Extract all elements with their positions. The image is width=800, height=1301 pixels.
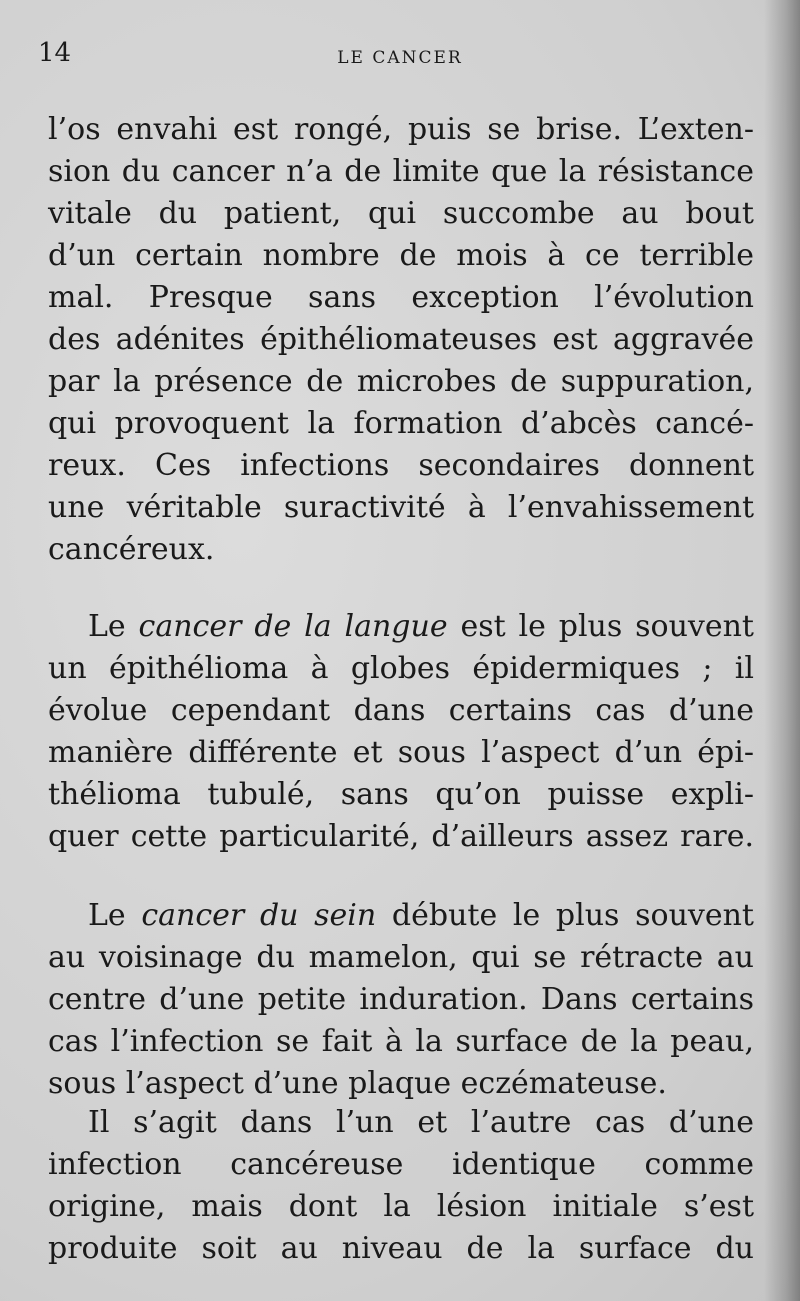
paragraph-first-line — [88, 895, 754, 937]
text-line: d’un certain nombre de mois à ce terrible — [48, 238, 754, 273]
text-line: origine, mais dont la lésion initiale s’est — [48, 1189, 754, 1224]
italic-term: cancer du sein — [141, 898, 377, 933]
text-run: Le — [88, 898, 142, 933]
text-line: mal. Presque sans exception l’évolution — [48, 280, 754, 315]
page-gutter-shadow — [764, 0, 800, 1301]
text-run: Le — [88, 609, 139, 644]
text-line: sion du cancer n’a de limite que la résistance — [48, 154, 754, 189]
text-line: manière différente et sous l’aspect d’un épi- — [48, 735, 754, 770]
text-line: des adénites épithéliomateuses est aggravée — [48, 322, 754, 357]
text-line: un épithélioma à globes épidermiques ; il — [48, 651, 754, 686]
text-line: thélioma tubulé, sans qu’on puisse expli- — [48, 777, 754, 812]
text-line: cancéreux. — [48, 532, 215, 567]
text-line: cas l’infection se fait à la surface de la peau, — [48, 1024, 754, 1059]
paragraph-first-line: Il s’agit dans l’un et l’autre cas d’une — [88, 1105, 754, 1140]
text-line: évolue cependant dans certains cas d’une — [48, 693, 754, 728]
running-title: LE CANCER — [337, 48, 463, 68]
text-line: reux. Ces infections secondaires donnent — [48, 448, 754, 483]
text-line: au voisinage du mamelon, qui se rétracte au — [48, 940, 754, 975]
italic-term: cancer de la langue — [138, 609, 448, 644]
text-run: est le plus souvent — [447, 609, 754, 644]
text-line: l’os envahi est rongé, puis se brise. L’exten- — [48, 112, 754, 147]
text-line: vitale du patient, qui succombe au bout — [48, 196, 754, 231]
text-line: produite soit au niveau de la surface du — [48, 1231, 754, 1266]
text-run: débute le plus souvent — [376, 898, 754, 933]
text-line: qui provoquent la formation d’abcès cancé- — [48, 406, 754, 441]
paragraph-first-line — [88, 606, 754, 648]
text-line: quer cette particularité, d’ailleurs assez rare. — [48, 819, 754, 854]
page-number: 14 — [38, 38, 72, 68]
text-line: une véritable suractivité à l’envahissement — [48, 490, 754, 525]
text-line: centre d’une petite induration. Dans certains — [48, 982, 754, 1017]
text-line: infection cancéreuse identique comme — [48, 1147, 754, 1182]
text-line: par la présence de microbes de suppuration, — [48, 364, 754, 399]
text-line: sous l’aspect d’une plaque eczémateuse. — [48, 1066, 667, 1101]
